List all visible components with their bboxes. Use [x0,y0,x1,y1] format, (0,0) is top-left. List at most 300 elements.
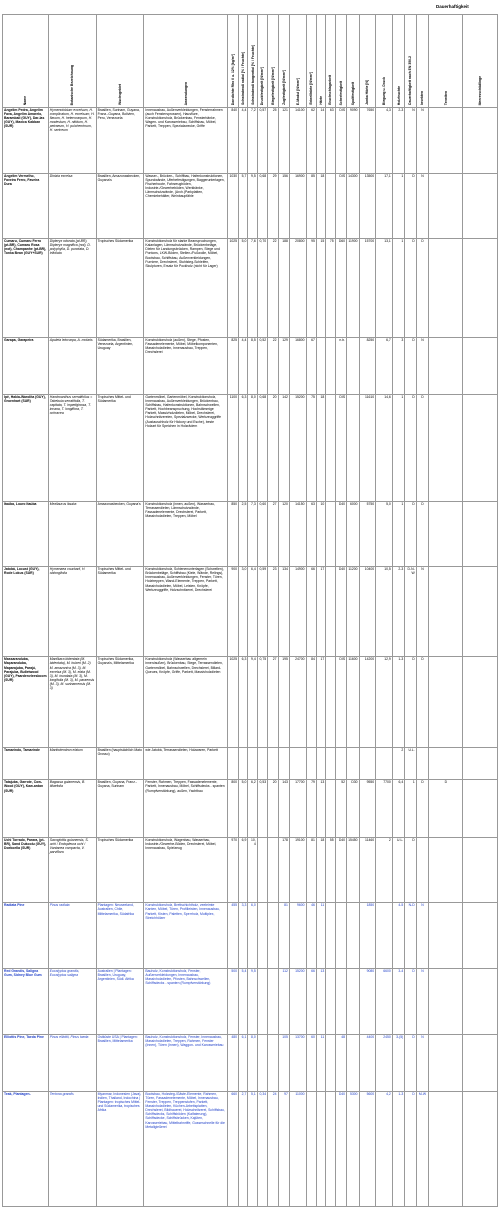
table-cell: 6,4 [248,567,257,657]
table-cell: Tropisches Südamerika [96,837,144,903]
table-cell: 6,3 [239,657,248,747]
table-cell [326,780,335,837]
table-cell: 134 [278,567,289,657]
table-cell: D [405,1034,416,1091]
table-cell: N [416,173,428,239]
table-cell: Brasilien, Amazonasbecken, Guyana's [96,173,144,239]
table-cell: 55 [326,837,335,903]
table-cell: 22 [268,337,278,394]
table-cell: 6,3 [239,394,248,501]
column-header-label: Anwendungen [183,81,188,105]
table-cell: 14,6 [376,394,393,501]
table-cell [347,337,359,394]
table-cell [335,747,346,780]
table-cell: 9,5 [248,968,257,1034]
column-header-label: Spaltfestigkeit [350,81,355,105]
table-cell: 500 [227,968,238,1034]
table-cell: 97 [278,1091,289,1206]
table-cell: 4-5 [392,903,404,969]
column-header-label: Biegefestigkeit [N/mm²] [270,67,275,105]
table-cell: 7,6 [248,239,257,337]
table-cell: 52 [335,780,346,837]
table-cell: Sacoglottis guianensis, S. uchi / Endopleura uchi / Vantanea compacta, V. parviflora [48,837,96,903]
column-header-label: Darrdichte Rho 0 u. 12% [kg/m³] [230,53,235,105]
table-cell: D [416,780,428,837]
table-cell: Teak, Plantagen- [3,1091,49,1206]
table-cell: 13,1 [376,239,393,337]
column-header-label: Termiten [443,90,448,105]
table-cell: 0,57 [257,108,267,174]
column-header [359,15,376,108]
table-cell [463,1091,498,1206]
table-cell [347,968,359,1034]
table-cell: 105 [278,1034,289,1091]
table-cell [257,903,267,969]
table-cell: 25 [268,108,278,174]
table-cell: 17,1 [376,173,393,239]
table-cell [416,837,428,903]
table-cell [268,968,278,1034]
table-cell: D [405,837,416,903]
table-cell: 2,5 [239,501,248,567]
column-header [248,15,257,108]
table-cell: D [416,239,428,337]
table-cell: 120 [278,501,289,567]
table-cell: 9,4 [248,657,257,747]
table-cell [463,657,498,747]
table-cell [278,747,289,780]
table-row [3,239,498,337]
table-cell: 0,68 [257,173,267,239]
table-cell: 75 [326,239,335,337]
table-cell: 63 [326,108,335,174]
table-cell: 1850 [359,903,376,969]
column-header-label: Zugfestigkeit [N/mm²] [281,70,286,105]
table-cell: 15200 [289,968,306,1034]
column-header-label: Janka Härte [N] [365,80,370,105]
table-cell: 800 [227,780,238,837]
table-cell: 48 [335,1034,346,1091]
table-row [3,1034,498,1091]
column-header-label: Brinellhärte [N/mm²] [309,72,314,105]
table-cell: 3-4 [392,968,404,1034]
wood-properties-table [2,14,498,1207]
table-cell: D [416,657,428,747]
table-cell [326,394,335,501]
table-cell: 1025 [227,239,238,337]
table-cell: 14200 [359,657,376,747]
table-cell [463,394,498,501]
column-header [278,15,289,108]
column-header-label: Holzfeuchte [396,85,401,105]
table-cell: 0,60 [257,501,267,567]
table-cell: 9080 [359,968,376,1034]
table-cell: 15200 [289,394,306,501]
table-cell: 5,0 [239,780,248,837]
column-header [227,15,238,108]
table-cell: 5,7 [239,173,248,239]
table-cell [429,501,463,567]
table-row [3,657,498,747]
table-cell [429,837,463,903]
durability-group-header: Dauerhaftigkeit [436,4,469,9]
table-cell: 129 [278,337,289,394]
table-cell: D [405,394,416,501]
table-cell: 4400 [359,1034,376,1091]
table-cell: DIS [335,108,346,174]
table-cell: 14 [316,108,325,174]
table-cell [268,747,278,780]
table-cell: D40 [335,1091,346,1206]
table-cell: 6600 [376,968,393,1034]
table-cell: 3,3 [239,903,248,969]
table-row [3,1091,498,1206]
table-cell: 4,2 [376,1091,393,1206]
table-cell: 0,34 [257,1091,267,1206]
table-cell: Pinus radiata [48,903,96,969]
table-cell: 1-3 [392,657,404,747]
table-cell [429,239,463,337]
table-cell: 66 [306,567,316,657]
table-cell [376,747,393,780]
table-cell: N [416,1034,428,1091]
table-cell: 5,4 [239,968,248,1034]
table-cell: 3 [392,337,404,394]
table-cell [463,501,498,567]
table-cell: 15450 [347,837,359,903]
table-cell: 75 [306,394,316,501]
table-cell: DIS [335,394,346,501]
table-cell [227,747,238,780]
table-cell [306,1091,316,1206]
table-cell: 2 [392,747,404,780]
table-cell: 17700 [289,780,306,837]
table-cell: Handroanthus serratifolius = Tabebuia serratifolia, T. capitata, T. impetiginosa, T. incana, T. longiflora, T. ochracea [48,394,96,501]
table-row [3,968,498,1034]
table-cell: D [416,394,428,501]
table-cell: 66 [306,968,316,1034]
table-cell: N [405,108,416,174]
table-cell: Myanmar, Indonesien (Java), Indien, Thailand, Indochina | Plantagen: tropisches Mittel- und Südamerika, tropisches Afrika [96,1091,144,1206]
table-cell: Itaúba, Louro Itaúba [3,501,49,567]
table-cell: 16800 [289,337,306,394]
table-cell: 16900 [289,173,306,239]
table-cell: 195 [278,657,289,747]
column-header-label: Scherfestigkeit [338,80,343,105]
table-cell: 12,9 [376,657,393,747]
table-body [3,108,498,1207]
table-cell [463,567,498,657]
table-cell: Konstruktionsholz (innen, außen), Wasserbau, Terrassendielen, Lärmschutzwände, Fassadenelemente, Drechslerei, Parkett, Massivholzdielen, Treppen, Möbel [144,501,227,567]
table-cell: Amazonasbecken, Guyana's [96,501,144,567]
table-cell: Fenster, Rahmen, Treppen, Fassadenelemente, Parkett, Innenausbau, Möbel, Schiffsdecks - spanten (Rumpfverstärkung), außen, Yachtbau [144,780,227,837]
column-header [347,15,359,108]
table-cell: Südamerika, Brasilien, Venezuela, Argentinien, Uruguay [96,337,144,394]
table-cell [376,903,393,969]
column-header [335,15,346,108]
table-cell: 22 [268,239,278,337]
table-cell: Apuleia leiocarpa, A. molaris [48,337,96,394]
table-cell: 6,0 [248,903,257,969]
table-cell: D-N-W [405,567,416,657]
table-row [3,394,498,501]
table-cell: 20800 [289,239,306,337]
table-cell: 2-3 [392,108,404,174]
table-cell [316,337,325,394]
table-row [3,903,498,969]
table-cell: 14150 [289,501,306,567]
table-cell: 1030 [227,173,238,239]
table-cell: Jatobá, Locust (GUY), Rode Lokus (SUR) [3,567,49,657]
table-cell [463,108,498,174]
table-cell: D [405,657,416,747]
table-cell: 0,59 [257,567,267,657]
table-cell: 17 [316,657,325,747]
table-cell: 9,5 [248,173,257,239]
table-cell: Angelim Pedra, Angelim Fava, Angelim Amarelo, Barambali (GUY), Dar-las (GUY), Maxica Kabban (SUR) [3,108,49,174]
table-cell [463,837,498,903]
table-cell: 3,0 [239,567,248,657]
table-cell: 6,9 [239,837,248,903]
table-cell: DIS [335,173,346,239]
table-cell: Ipê, Hakia-Warolita (GUY), Groenhart (SUR) [3,394,49,501]
table-cell: 4,3 [376,108,393,174]
table-row [3,780,498,837]
table-cell: 8250 [359,337,376,394]
column-header [306,15,316,108]
table-cell: M-W [416,1091,428,1206]
table-cell: 5600 [359,1091,376,1206]
table-cell: 156 [278,173,289,239]
column-header-label: Dauerhaftigkeit nach EN 350-2 [408,56,413,105]
table-cell: Radiata Pine [3,903,49,969]
table-cell: 11460 [359,837,376,903]
table-cell: 143 [278,780,289,837]
table-cell: 11900 [347,239,359,337]
table-cell: 19100 [289,837,306,903]
table-cell [463,337,498,394]
table-cell: 67 [306,337,316,394]
table-cell: n.b. [335,337,346,394]
table-cell: 900 [227,567,238,657]
table-cell: 2 [376,837,393,903]
table-cell: N [416,567,428,657]
table-cell [335,903,346,969]
table-cell: 63 [306,501,316,567]
column-header [48,15,96,108]
table-cell: 15700 [359,239,376,337]
table-cell: 81 [278,903,289,969]
table-cell: 10400 [359,567,376,657]
table-cell: Tropisches Mittel- und Südamerika [96,394,144,501]
table-cell: 9090 [347,108,359,174]
table-cell: 81 [306,837,316,903]
column-header [289,15,306,108]
table-cell: D [416,501,428,567]
table-cell: 480 [227,1034,238,1091]
table-cell: 5750 [359,501,376,567]
table-cell: 1-3 [392,1091,404,1206]
table-cell: N [416,903,428,969]
table-cell: 13 [316,968,325,1034]
table-cell [316,747,325,780]
table-cell: 5,1 [248,1091,257,1206]
column-header-label: Insekten [420,91,425,105]
table-cell: 85 [306,173,316,239]
table-cell: Tatajuba, Garrote, Cow-Wood (GUY), Kaw-ardan (SUR) [3,780,49,837]
table-cell: N [416,108,428,174]
table-cell: Tropisches Mittel- und Südamerika [96,567,144,657]
table-cell: 188 [278,239,289,337]
table-cell: 1100 [227,394,238,501]
table-cell: 10 [316,501,325,567]
table-cell: D [405,1091,416,1206]
column-header [326,15,335,108]
table-cell: 0,53 [257,780,267,837]
table-cell: 4,4 [239,337,248,394]
table-cell [429,394,463,501]
table-cell [429,747,463,780]
table-cell [347,394,359,501]
table-cell: D40 [335,837,346,903]
table-cell: 850 [227,501,238,567]
table-cell: 1 [392,239,404,337]
table-cell [248,747,257,780]
column-header-label: Druckfestigkeit [N/mm²] [260,66,265,105]
table-cell: 11200 [347,567,359,657]
table-cell: Brasilien (hauptsächlich Mato Grosso) [96,747,144,780]
table-cell: 9550 [359,780,376,837]
column-header-label: Botanische Bezeichnung [70,64,75,105]
table-cell: 15 [316,239,325,337]
table-cell: 5,0 [239,239,248,337]
table-cell: 14900 [289,567,306,657]
table-cell [326,968,335,1034]
column-header [239,15,248,108]
table-cell: Tropisches Südamerika, Guyana's, Mittelamerika [96,657,144,747]
table-cell: 7,3 [248,501,257,567]
table-cell: Eucalyptus grandis, Eucalyptus saligna [48,968,96,1034]
table-cell: Brasilien, Guyana, Franz.-Guyana, Surinam [96,780,144,837]
column-header [3,15,49,108]
table-cell: 62 [306,108,316,174]
table-cell [268,837,278,903]
column-header [316,15,325,108]
table-cell: D [405,501,416,567]
table-cell: D [429,780,463,837]
column-header [144,15,227,108]
table-cell: 2-3 [392,567,404,657]
table-cell: Bagassa guianensis, B. tiliaefolia [48,780,96,837]
table-cell [429,567,463,657]
table-cell: 14300 [347,173,359,239]
table-cell: Hymenolobium excelsum, H. complicatum, H. excelsum, H. flavum, H. heterocarpum, H. modestum, H. nitidum, H. petraeum, H. pulcherrimum, H. sericeum [48,108,96,174]
table-cell: Plantagen: Neuseeland, Australien, Chile, Mittelamerika, Südafrika [96,903,144,969]
table-cell: 142 [278,394,289,501]
table-cell: 11610 [359,394,376,501]
table-cell: 7,2 [248,108,257,174]
table-cell: D [405,968,416,1034]
table-cell: DIS [335,657,346,747]
table-cell: 6000 [347,501,359,567]
table-cell: Konstruktionsholz für starke Beanspruchungen, Kaianlagen, Lärmschutzwände, Brückenbeläge, Dielen für Landungsbrücken, Rampen, Stege und Pontons, LKW-Böden, Stellen-/Fußwolle, Möbel, Bootsbau, Schiffsbau, Außenverkleidungen, Furniere, Drechslerei, Stuhlsteg-Schleifen, Skulpturen, Ersatz für Pockholz (nicht für Lager) [144,239,227,337]
table-cell: 4,4 [239,108,248,174]
table-cell: 5300 [347,1091,359,1206]
table-cell: 7700 [376,780,393,837]
column-header-label: Meeresschädlinge [478,75,483,105]
table-cell: Konstruktionsholz, Brettschichtholz, veeleimte Kanten, Möbel, Türen, Profilleisten, Innenausbau, Parkett, Kisten, Paletten, Sperrholz, Multiplex, Streichhölzer [144,903,227,969]
table-cell: Massaranduba, Maçaranduba, Maparajuba, Parajú, Parajuba, Bulletwood (GUY), Paardenvleesboom (SUR) [3,657,49,747]
table-cell: Tamarindo, Tamarinde [3,747,49,780]
table-cell [257,1034,267,1091]
table-cell: 13 [316,780,325,837]
table-cell: 5,0 [376,501,393,567]
table-cell: D [405,337,416,394]
table-cell: 95 [306,239,316,337]
column-header-label: E-Modul [N/mm²] [295,77,300,105]
table-cell: D [405,173,416,239]
table-row [3,173,498,239]
table-cell: Red Grandis, Saligna Gum, Sidney Blue Gum [3,968,49,1034]
table-cell: 13500 [359,173,376,239]
table-cell [335,968,346,1034]
table-cell: 11600 [347,657,359,747]
table-cell: Bauholz, Konstruktionsholz, Fenster, Außenverkleidungen, Innenausbau, Massivholzdielen, Pfosten, Bahnschwellen, Schiffsdecks - spanten (Rumpfverstärkung) [144,968,227,1034]
table-cell: 23 [268,567,278,657]
table-cell: wie Jatobá, Terrassendielen, Holzwaren, Parkett [144,747,227,780]
table-cell: Hymenaea courbaril, H. oblongifolia [48,567,96,657]
table-cell [257,837,267,903]
table-cell: Mezilaurus itauba [48,501,96,567]
table-cell: 84 [306,657,316,747]
table-cell: 79 [306,780,316,837]
table-row [3,337,498,394]
column-header-label: Schwindmaß radial [% / Feuchte] [241,51,246,105]
table-cell: D30 [347,780,359,837]
header-row [3,15,498,108]
table-cell: 18 [316,837,325,903]
table-cell: Innenausbau, Außenverkleidungen, Fensterrahmen (auch Fenstersprossen), Hausflure, Konstruktionsholz, Brückenbau, Fensterbänke, Wagen- und Karosseriebau, Schiffsbau, Möbel, Parkett, Treppen, Spezialzwecke, Griffe [144,108,227,174]
table-cell: Pinus elliottii, Pinus taeda [48,1034,96,1091]
table-cell: 27 [268,657,278,747]
table-cell: Angelim Vermelho, Faveira Ferro, Faveira Dura [3,173,49,239]
column-header [463,15,498,108]
table-cell: U.L. [392,837,404,903]
column-header [429,15,463,108]
table-cell: 6,7 [376,337,393,394]
table-cell [429,968,463,1034]
table-cell [326,501,335,567]
table-cell: 6,2 [248,780,257,837]
table-cell: 0,70 [257,239,267,337]
table-cell [429,657,463,747]
table-cell [463,1034,498,1091]
table-cell: 20 [268,394,278,501]
table-cell: 0,75 [257,657,267,747]
table-cell: Australien | Plantagen: Brasilien, Uruguay, Argentinien, Südl. Afrika [96,968,144,1034]
table-cell: 1 [405,780,416,837]
table-cell: Garapa, Garapeira [3,337,49,394]
table-cell [326,173,335,239]
table-cell: Wasser-, Brücken-, Schiffbau, Hafenkonstruktionen, Spundwände, Uferbefestigungen, Baggerunterlagen, Fischerboote, Fahrzeugböden, Industrie-/Gewerbeböden, Werkbänke, Lärmschutzwände, (Arch.)Parkplatten, Chemiebehälter, Weinbaupfähle [144,173,227,239]
column-header-label: Härte [319,96,324,105]
table-cell [326,1034,335,1091]
table-cell [347,903,359,969]
column-header [405,15,416,108]
table-cell: 24 [268,1091,278,1206]
table-cell [268,903,278,969]
table-cell [316,1091,325,1206]
